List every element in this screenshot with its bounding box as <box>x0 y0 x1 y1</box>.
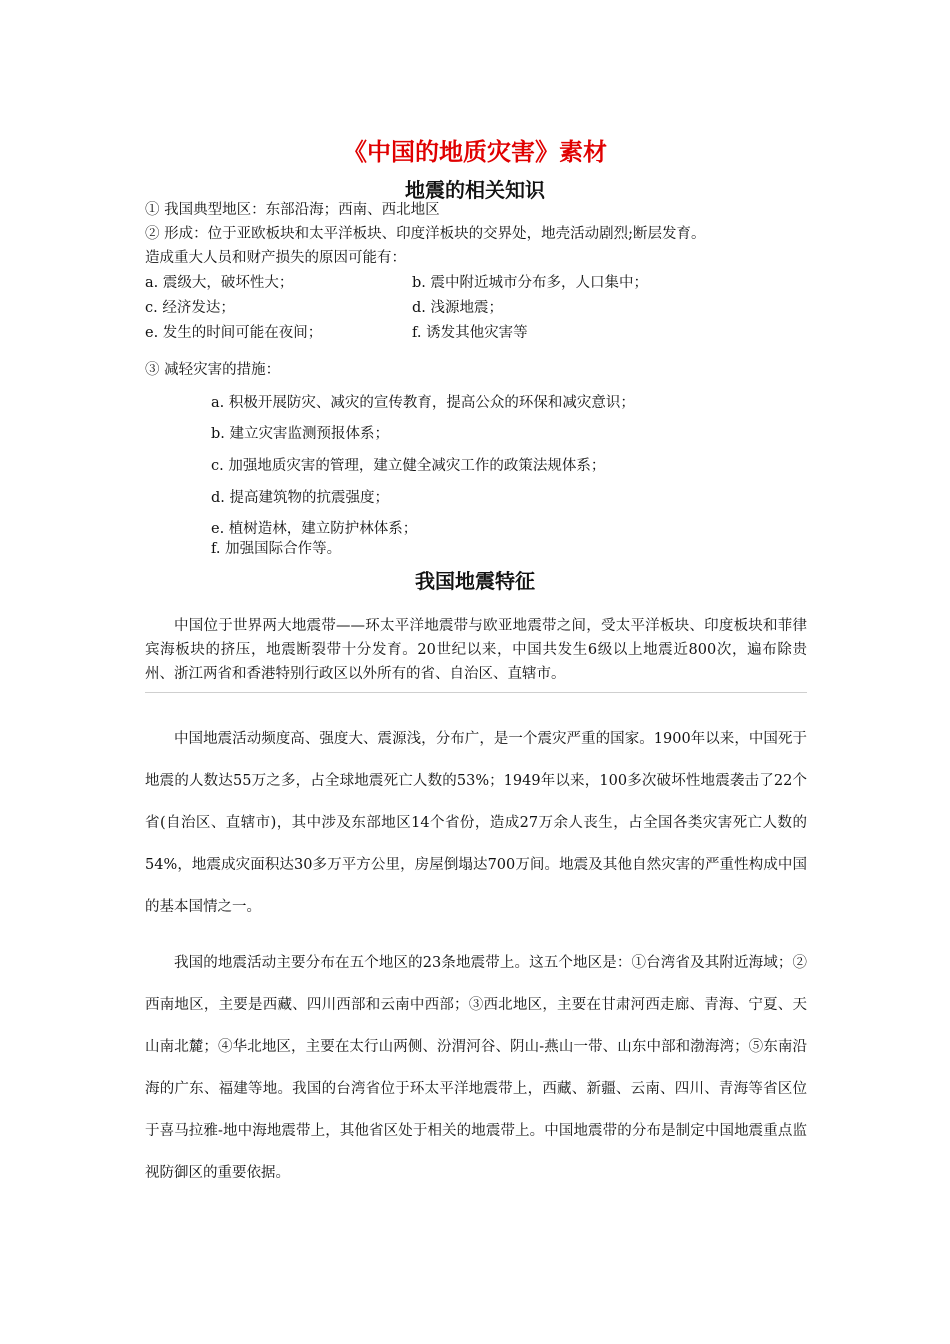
cause-a: a. 震级大，破坏性大； <box>145 275 294 291</box>
causes-intro: 造成重大人员和财产损失的原因可能有： <box>145 250 406 266</box>
cause-e: e. 发生的时间可能在夜间； <box>145 325 323 341</box>
mitigation-intro: ③ 减轻灾害的措施： <box>145 362 281 378</box>
cause-f: f. 诱发其他灾害等 <box>412 325 528 341</box>
formation-item: ② 形成：位于亚欧板块和太平洋板块、印度洋板块的交界处，地壳活动剧烈;断层发育。 <box>145 226 706 242</box>
measure-c: c. 加强地质灾害的管理，建立健全减灾工作的政策法规体系； <box>211 458 606 474</box>
measure-d: d. 提高建筑物的抗震强度； <box>211 490 389 506</box>
paragraph-seismic-belts: 中国位于世界两大地震带——环太平洋地震带与欧亚地震带之间，受太平洋板块、印度板块和菲律宾海板块的挤压，地震断裂带十分发育。20世纪以来，中国共发生6级以上地震近800次，遍布除贵州、浙江两省和香港特别行政区以外所有的省、自治区、直辖市。 <box>145 618 807 682</box>
cause-c: c. 经济发达； <box>145 300 235 316</box>
paragraph-earthquake-distribution: 我国的地震活动主要分布在五个地区的23条地震带上。这五个地区是：①台湾省及其附近海域；②西南地区，主要是西藏、四川西部和云南中西部；③西北地区，主要在甘肃河西走廊、青海、宁夏、天山南北麓；④华北地区，主要在太行山两侧、汾渭河谷、阴山-燕山一带、山东中部和渤海湾；⑤东南沿海的广东、福建等地。我国的台湾省位于环太平洋地震带上，西藏、新疆、云南、四川、青海等省区位于喜马拉雅-地中海地震带上，其他省区处于相关的地震带上。中国地震带的分布是制定中国地震重点监视防御区的重要依据。 <box>145 955 807 1181</box>
typical-regions-item: ① 我国典型地区：东部沿海；西南、西北地区 <box>145 202 440 218</box>
horizontal-divider <box>145 692 807 693</box>
document-title: 《中国的地质灾害》素材 <box>343 138 607 166</box>
cause-d: d. 浅源地震； <box>412 300 503 316</box>
measure-b: b. 建立灾害监测预报体系； <box>211 426 389 442</box>
measure-a: a. 积极开展防灾、减灾的宣传教育，提高公众的环保和减灾意识； <box>211 395 635 411</box>
section-heading-earthquake-knowledge: 地震的相关知识 <box>405 178 545 202</box>
section-heading-china-earthquake-features: 我国地震特征 <box>415 569 535 593</box>
paragraph-earthquake-severity: 中国地震活动频度高、强度大、震源浅，分布广，是一个震灾严重的国家。1900年以来，中国死于地震的人数达55万之多，占全球地震死亡人数的53%；1949年以来，100多次破坏性地震袭击了22个省(自治区、直辖市)，其中涉及东部地区14个省份，造成27万余人丧生，占全国各类灾害死亡人数的54%，地震成灾面积达30多万平方公里，房屋倒塌达700万间。地震及其他自然灾害的严重性构成中国的基本国情之一。 <box>145 731 807 915</box>
measure-e: e. 植树造林，建立防护林体系； <box>211 521 418 537</box>
cause-b: b. 震中附近城市分布多，人口集中； <box>412 275 648 291</box>
measure-f: f. 加强国际合作等。 <box>211 541 342 557</box>
